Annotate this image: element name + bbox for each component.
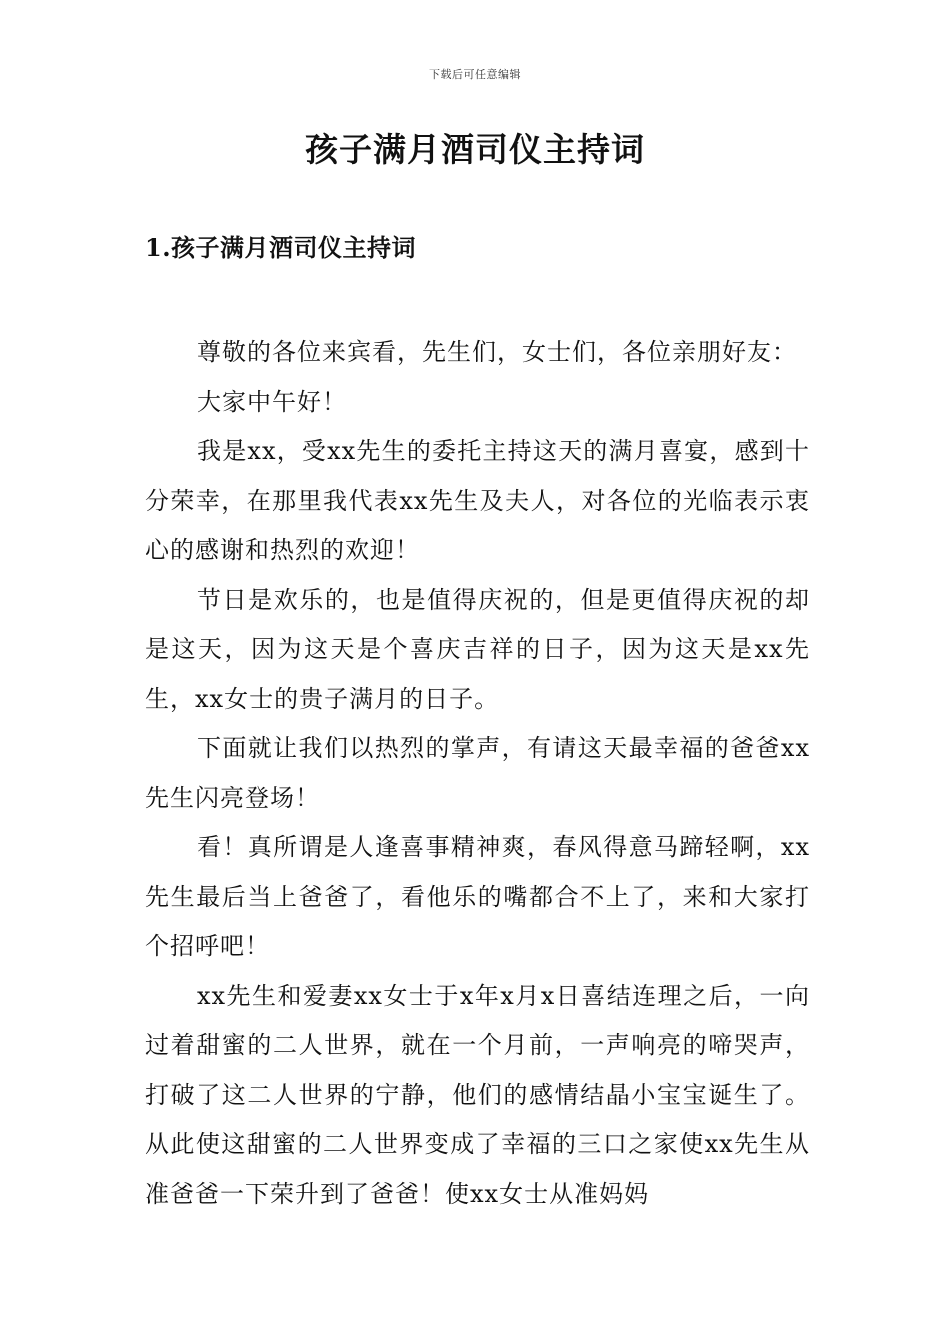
paragraph-family-story: xx先生和爱妻xx女士于x年x月x日喜结连理之后，一向过着甜蜜的二人世界，就在一个月前，一声响亮的啼哭声，打破了这二人世界的宁静，他们的感情结晶小宝宝诞生了。从此使这甜蜜的二人世界变成了幸福的三口之家使xx先生从准爸爸一下荣升到了爸爸！使xx女士从准妈妈 (145, 981, 810, 1208)
paragraph-invite-father: 下面就让我们以热烈的掌声，有请这天最幸福的爸爸xx先生闪亮登场！ (145, 734, 810, 812)
paragraph-introduction: 我是xx，受xx先生的委托主持这天的满月喜宴，感到十分荣幸，在那里我代表xx先生及夫人，对各位的光临表示衷心的感谢和热烈的欢迎！ (145, 437, 810, 564)
header-note: 下载后可任意编辑 (429, 68, 521, 81)
paragraph-good-noon: 大家中午好！ (197, 387, 347, 416)
paragraph-father-greets: 看！真所谓是人逢喜事精神爽，春风得意马蹄轻啊，xx先生最后当上爸爸了，看他乐的嘴都合不上了，来和大家打个招呼吧！ (145, 833, 810, 960)
section-heading: 1.孩子满月酒司仪主持词 (145, 233, 417, 262)
paragraph-celebration: 节日是欢乐的，也是值得庆祝的，但是更值得庆祝的却是这天，因为这天是个喜庆吉祥的日子，因为这天是xx先生，xx女士的贵子满月的日子。 (145, 585, 810, 713)
body-text (145, 328, 810, 1219)
paragraph-greeting: 尊敬的各位来宾看，先生们，女士们，各位亲朋好友： (197, 338, 797, 366)
document-title: 孩子满月酒司仪主持词 (305, 130, 645, 169)
